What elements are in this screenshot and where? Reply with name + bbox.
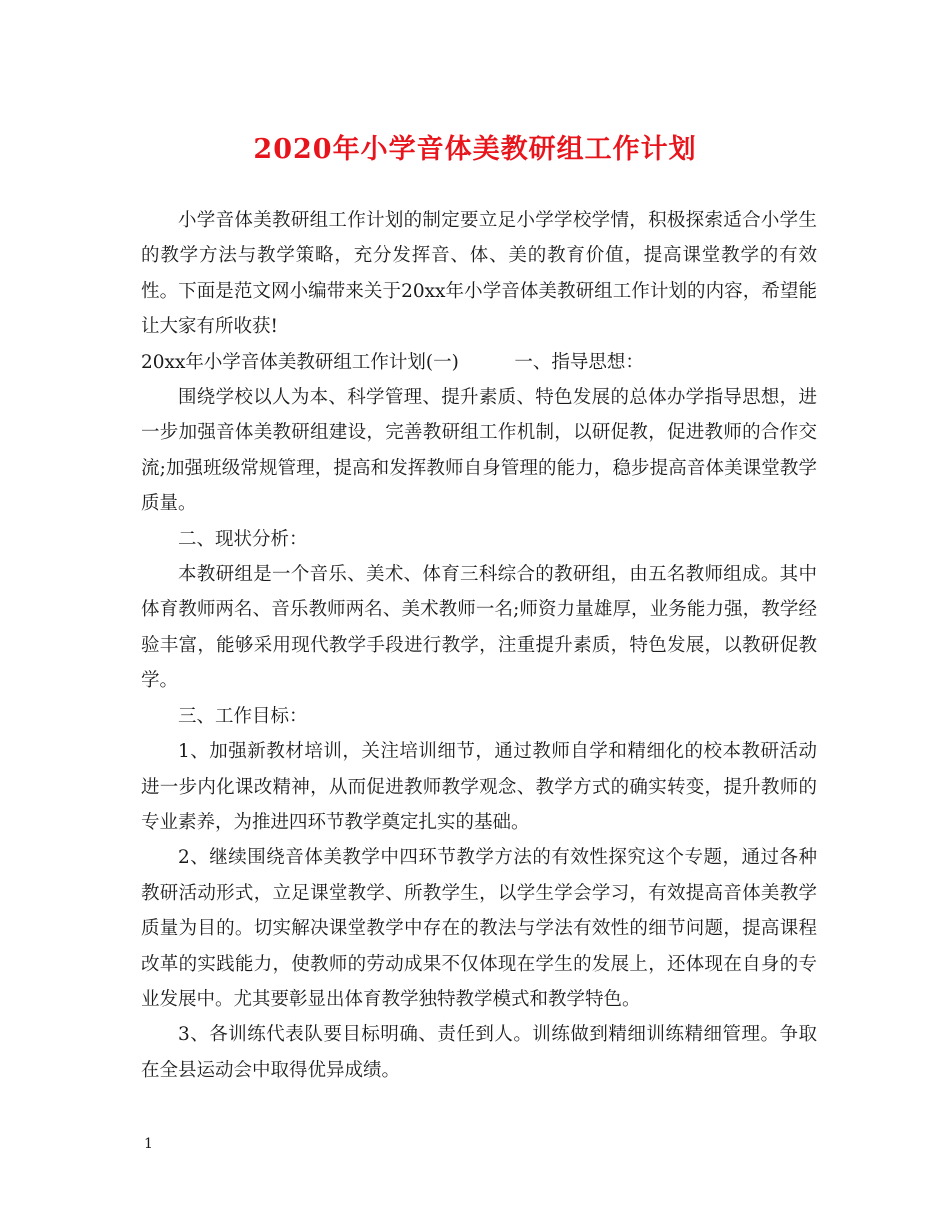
guiding-paragraph: 围绕学校以人为本、科学管理、提升素质、特色发展的总体办学指导思想，进一步加强音体美教研组建设，完善教研组工作机制，以研促教，促进教师的合作交流;加强班级常规管理，提高和发挥教师自身管理的能力，稳步提高音体美课堂教学质量。 — [141, 387, 817, 515]
plan-heading: 20xx年小学音体美教研组工作计划(一) 一、指导思想： — [141, 351, 644, 373]
goal-1-paragraph: 1、加强新教材培训，关注培训细节，通过教师自学和精细化的校本教研活动进一步内化课改精神，从而促进教师教学观念、教学方式的确实转变，提升教师的专业素养，为推进四环节教学奠定扎实的基础。 — [141, 741, 817, 833]
goal-3-paragraph: 3、各训练代表队要目标明确、责任到人。训练做到精细训练精细管理。争取在全县运动会中取得优异成绩。 — [141, 1024, 817, 1081]
document-body — [141, 203, 817, 1088]
intro-paragraph: 小学音体美教研组工作计划的制定要立足小学学校学情，积极探索适合小学生的教学方法与教学策略，充分发挥音、体、美的教育价值，提高课堂教学的有效性。下面是范文网小编带来关于20xx年小学音体美教研组工作计划的内容，希望能让大家有所收获! — [141, 210, 817, 338]
section2-paragraph: 本教研组是一个音乐、美术、体育三科综合的教研组，由五名教师组成。其中体育教师两名、音乐教师两名、美术教师一名;师资力量雄厚，业务能力强，教学经验丰富，能够采用现代教学手段进行教学，注重提升素质，特色发展，以教研促教学。 — [141, 564, 817, 692]
section2-heading: 二、现状分析： — [178, 528, 308, 550]
page-number: 1 — [144, 1136, 153, 1152]
document-title: 2020年小学音体美教研组工作计划 — [253, 134, 697, 165]
goal-2-paragraph: 2、继续围绕音体美教学中四环节教学方法的有效性探究这个专题，通过各种教研活动形式，立足课堂教学、所教学生，以学生学会学习，有效提高音体美教学质量为目的。切实解决课堂教学中存在的教法与学法有效性的细节问题，提高课程改革的实践能力，使教师的劳动成果不仅体现在学生的发展上，还体现在自身的专业发展中。尤其要彰显出体育教学独特教学模式和教学特色。 — [141, 847, 817, 1010]
section3-heading: 三、工作目标： — [178, 705, 308, 727]
